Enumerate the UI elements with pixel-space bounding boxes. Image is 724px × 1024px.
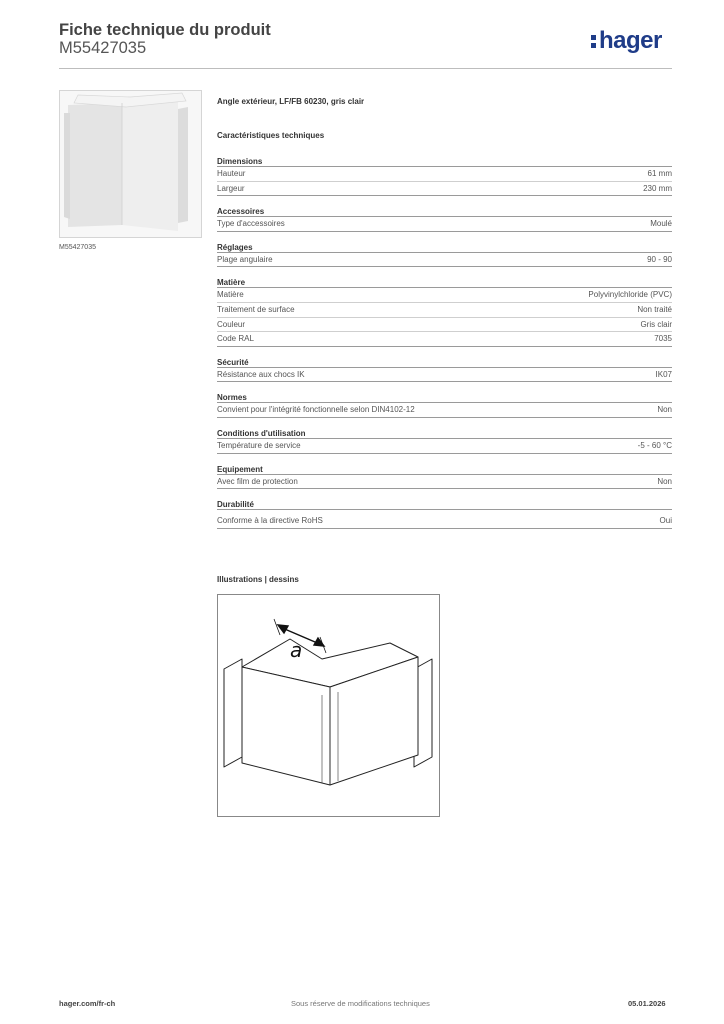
spec-section-title: Dimensions bbox=[217, 156, 672, 167]
spec-section-conditions bbox=[217, 428, 672, 454]
spec-row bbox=[217, 288, 672, 303]
spec-table bbox=[217, 156, 672, 539]
dimension-label: a bbox=[290, 638, 303, 662]
footer-website[interactable]: hager.com/fr-ch bbox=[59, 999, 116, 1008]
spec-row bbox=[217, 253, 672, 268]
product-photo-icon bbox=[60, 91, 202, 238]
spec-section-title: Durabilité bbox=[217, 499, 672, 510]
spec-value: Non bbox=[657, 405, 672, 415]
spec-section-safety bbox=[217, 357, 672, 383]
technical-drawing bbox=[217, 594, 440, 817]
spec-row bbox=[217, 475, 672, 490]
spec-label: Plage angulaire bbox=[217, 254, 273, 264]
spec-section-standards bbox=[217, 392, 672, 418]
spec-value: IK07 bbox=[655, 369, 672, 379]
spec-label: Conforme à la directive RoHS bbox=[217, 516, 323, 526]
spec-row bbox=[217, 303, 672, 318]
spec-row bbox=[217, 182, 672, 197]
thumbnail-caption: M55427035 bbox=[59, 244, 96, 251]
spec-label: Hauteur bbox=[217, 169, 246, 178]
spec-label: Code RAL bbox=[217, 334, 254, 344]
spec-section-equipment bbox=[217, 464, 672, 490]
spec-value: Oui bbox=[659, 516, 672, 526]
product-thumbnail bbox=[59, 90, 202, 238]
logo-mark-icon bbox=[591, 32, 597, 50]
spec-section-settings bbox=[217, 242, 672, 268]
spec-row bbox=[217, 439, 672, 454]
spec-value: -5 - 60 °C bbox=[637, 440, 672, 450]
hager-logo bbox=[591, 26, 662, 56]
spec-row bbox=[217, 368, 672, 383]
logo-text: hager bbox=[599, 27, 662, 54]
spec-value: 61 mm bbox=[647, 169, 672, 178]
spec-label: Résistance aux chocs IK bbox=[217, 369, 305, 379]
spec-section-title: Accessoires bbox=[217, 206, 672, 217]
page-title: Fiche technique du produit bbox=[59, 21, 271, 39]
spec-section-accessories bbox=[217, 206, 672, 232]
footer-date: 05.01.2026 bbox=[628, 999, 666, 1008]
spec-label: Matière bbox=[217, 290, 244, 300]
header-divider bbox=[59, 68, 672, 69]
spec-row bbox=[217, 318, 672, 333]
spec-section-title: Matière bbox=[217, 277, 672, 288]
tech-section-title: Caractéristiques techniques bbox=[217, 131, 325, 140]
spec-value: 90 - 90 bbox=[647, 254, 672, 264]
illustrations-title: Illustrations | dessins bbox=[217, 575, 299, 584]
spec-section-durability bbox=[217, 499, 672, 529]
spec-row bbox=[217, 403, 672, 418]
spec-section-dimensions bbox=[217, 156, 672, 196]
spec-value: 7035 bbox=[654, 334, 672, 344]
outer-angle-drawing-icon bbox=[218, 595, 439, 816]
spec-row bbox=[217, 217, 672, 232]
spec-section-title: Conditions d'utilisation bbox=[217, 428, 672, 439]
spec-value: Non bbox=[657, 476, 672, 486]
footer-disclaimer: Sous réserve de modifications techniques bbox=[291, 999, 430, 1008]
spec-value: Polyvinylchloride (PVC) bbox=[588, 290, 672, 300]
spec-label: Couleur bbox=[217, 319, 246, 329]
spec-value: 230 mm bbox=[643, 183, 672, 193]
spec-label: Convient pour l'intégrité fonctionnelle selon DIN4102-12 bbox=[217, 405, 415, 415]
spec-value: Gris clair bbox=[640, 319, 672, 329]
spec-section-title: Sécurité bbox=[217, 357, 672, 368]
spec-row bbox=[217, 167, 672, 182]
spec-label: Type d'accessoires bbox=[217, 219, 285, 229]
spec-value: Non traité bbox=[637, 304, 672, 314]
spec-label: Largeur bbox=[217, 183, 245, 193]
spec-label: Température de service bbox=[217, 440, 301, 450]
spec-section-title: Equipement bbox=[217, 464, 672, 475]
spec-row bbox=[217, 332, 672, 347]
spec-label: Avec film de protection bbox=[217, 476, 298, 486]
spec-section-title: Réglages bbox=[217, 242, 672, 253]
product-code: M55427035 bbox=[59, 39, 147, 57]
spec-section-material bbox=[217, 277, 672, 346]
spec-label: Traitement de surface bbox=[217, 304, 295, 314]
spec-row bbox=[217, 514, 672, 529]
spec-value: Moulé bbox=[650, 219, 672, 229]
spec-section-title: Normes bbox=[217, 392, 672, 403]
product-name: Angle extérieur, LF/FB 60230, gris clair bbox=[217, 97, 365, 106]
